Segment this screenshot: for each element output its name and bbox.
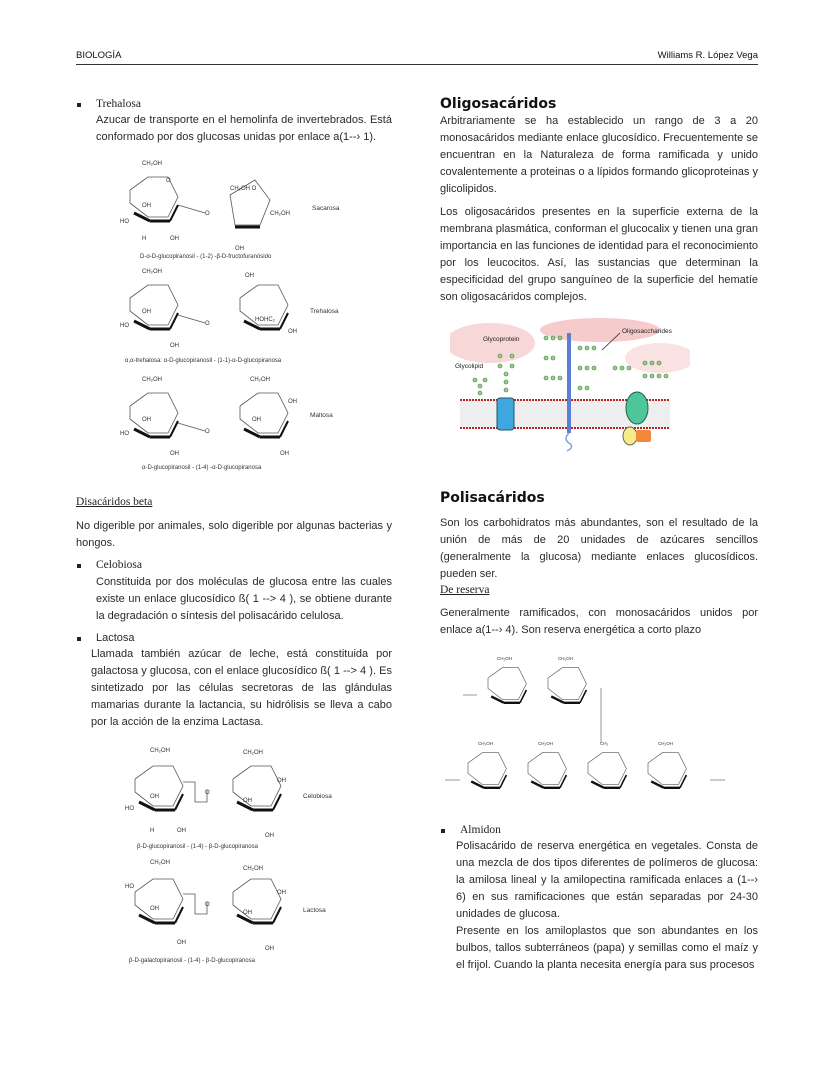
svg-text:OH: OH [142, 417, 151, 423]
bullet [77, 103, 81, 107]
glycolipid-label: Glycolipid [455, 363, 484, 370]
svg-text:Maltosa: Maltosa [310, 412, 333, 419]
svg-text:CH₂OH: CH₂OH [497, 656, 512, 661]
almidon-p1: Polisacárido de reserva energética en vegetales. Consta de una mezcla de dos tipos diferentes de polímeros de glucosa: la amilosa lineal y la amilopectina ramificada enlaces a (1--› 6) en sus ramificaciones que están separadas por 24-30 unidades de glucosa. [456, 840, 758, 920]
header-author: Williams R. López Vega [657, 50, 758, 61]
svg-text:Trehalosa: Trehalosa [310, 308, 339, 315]
header-subject: BIOLOGÍA [76, 50, 122, 61]
svg-text:CH₂OH: CH₂OH [142, 377, 162, 383]
svg-text:OH: OH [243, 910, 252, 916]
svg-text:OH: OH [170, 236, 179, 242]
svg-text:α-D-glucopiranosil - (1-4) -α-: α-D-glucopiranosil - (1-4) -α-D-glucopiranosa [142, 465, 262, 471]
svg-text:CH₂OH: CH₂OH [150, 748, 170, 754]
disacaridos-beta-heading: Disacáridos beta [76, 496, 153, 508]
svg-text:OH: OH [235, 246, 244, 252]
svg-text:HO: HO [120, 219, 129, 225]
svg-text:O: O [205, 902, 210, 908]
svg-text:D-α-D-glucopiranosil - (1-2) -: D-α-D-glucopiranosil - (1-2) -β-D-fructofuranósido [140, 254, 272, 260]
svg-text:CH₂OH: CH₂OH [538, 741, 553, 746]
svg-text:OH: OH [243, 798, 252, 804]
svg-text:CH₂OH: CH₂OH [150, 860, 170, 866]
svg-text:CH₂OH O: CH₂OH O [230, 186, 257, 192]
svg-text:OH: OH [288, 399, 297, 405]
svg-text:CH₂OH: CH₂OH [250, 377, 270, 383]
svg-text:CH₂OH: CH₂OH [142, 161, 162, 167]
svg-text:O: O [205, 429, 210, 435]
trehalosa-text: Azucar de transporte en el hemolinfa de invertebrados. Está conformado por dos glucosas unidas por enlace a(1--› 1). [96, 114, 392, 143]
disaccharides-figure-alpha [120, 155, 370, 475]
de-reserva-text: Generalmente ramificados, con monosacáridos unidos por enlace a(1--› 4). Son reserva energética a corto plazo [440, 607, 758, 636]
bullet [77, 637, 81, 641]
svg-text:O: O [205, 211, 210, 217]
svg-text:OH: OH [277, 890, 286, 896]
celobiosa-title: Celobiosa [96, 559, 142, 571]
svg-text:OH: OH [170, 451, 179, 457]
oligosacaridos-p1: Arbitrariamente se ha establecido un rango de 3 a 20 monosacáridos mediante enlace glucosídico. Frecuentemente se encuentran en la Naturaleza de forma ramificada y unido covalentemente a proteinas o a lípidos formando glicoproteinas y glicolipidos. [440, 115, 758, 195]
svg-text:HO: HO [120, 431, 129, 437]
svg-text:HOHC₂: HOHC₂ [255, 317, 275, 323]
svg-text:CH₂: CH₂ [600, 741, 609, 746]
trehalosa-title: Trehalosa [96, 98, 141, 110]
svg-text:β-D-glucopiranosil - (1-4) - β: β-D-glucopiranosil - (1-4) - β-D-glucopiranosa [137, 844, 258, 850]
svg-text:OH: OH [265, 946, 274, 952]
svg-text:CH₂OH: CH₂OH [243, 866, 263, 872]
svg-text:CH₂OH: CH₂OH [142, 269, 162, 275]
de-reserva-heading: De reserva [440, 584, 490, 596]
lactosa-text: Llamada también azúcar de leche, está constituida por galactosa y glucosa, con el enlace glucosídico ß( 1 --> 4 ). Es sintetizado por las células secretoras de las glándulas mamarias durante la lactancia, su hidrólisis se lleva a cabo por la acción de la enzima Lactasa. [91, 648, 392, 728]
svg-text:OH: OH [252, 417, 261, 423]
svg-text:HO: HO [120, 323, 129, 329]
celobiosa-text: Constituida por dos moléculas de glucosa entre las cuales existe un enlace glucosídico ß( 1 --> 4 ), se obtiene durante la degradación o síntesis del polisacárido celulosa. [96, 576, 392, 622]
almidon-p2: Presente en los amiloplastos que son abundantes en los bulbos, tallos subterráneos (papa) y semillas como el maíz y el frijol. Cuando la planta necesita energía para sus procesos [456, 925, 758, 971]
svg-text:OH: OH [277, 778, 286, 784]
polisacaridos-heading: Polisacáridos [440, 490, 545, 506]
svg-text:OH: OH [170, 343, 179, 349]
svg-text:OH: OH [142, 203, 151, 209]
almidon-title: Almidon [460, 824, 501, 836]
bullet [77, 564, 81, 568]
svg-text:Celobiosa: Celobiosa [303, 793, 332, 800]
svg-text:O: O [205, 790, 210, 796]
svg-text:OH: OH [142, 309, 151, 315]
svg-text:OH: OH [265, 833, 274, 839]
svg-text:OH: OH [177, 828, 186, 834]
svg-text:HO: HO [125, 884, 134, 890]
svg-text:β-D-galactopiranosil - (1-4) -: β-D-galactopiranosil - (1-4) - β-D-glucopiranosa [129, 958, 255, 964]
svg-text:OH: OH [288, 329, 297, 335]
svg-text:CH₂OH: CH₂OH [270, 211, 290, 217]
svg-text:H: H [150, 828, 155, 834]
svg-text:Sacarosa: Sacarosa [312, 205, 340, 212]
page-header [76, 48, 758, 65]
svg-text:CH₂OH: CH₂OH [478, 741, 493, 746]
svg-text:HO: HO [125, 806, 134, 812]
svg-text:OH: OH [280, 451, 289, 457]
oligosaccharides-label: Oligosaccharides [622, 328, 672, 335]
svg-text:Lactosa: Lactosa [303, 907, 326, 914]
glycocalyx-figure [450, 318, 690, 458]
svg-text:OH: OH [150, 794, 159, 800]
amylopectin-figure [445, 648, 775, 808]
glycoprotein-label: Glycoprotein [483, 336, 520, 343]
bullet [441, 829, 445, 833]
svg-text:OH: OH [177, 940, 186, 946]
disacaridos-beta-text: No digerible por animales, solo digerible por algunas bacterias y hongos. [76, 520, 392, 549]
svg-text:OH: OH [150, 906, 159, 912]
oligosacaridos-heading: Oligosacáridos [440, 96, 557, 112]
svg-text:O: O [166, 178, 171, 184]
svg-text:CH₂OH: CH₂OH [658, 741, 673, 746]
svg-text:OH: OH [245, 273, 254, 279]
oligosacaridos-p2: Los oligosacáridos presentes en la superficie externa de la membrana plasmática, conforman el glucocalix y tienen una gran importancia en las funciones de identidad para el reconocimiento por los leucocitos. Así, las sustancias que determinan la especificidad del grupo sanguíneo de la superficie del hematíe son oligosacáridos complejos. [440, 206, 758, 303]
svg-text:CH₂OH: CH₂OH [243, 750, 263, 756]
svg-text:O: O [205, 321, 210, 327]
polisacaridos-p1: Son los carbohidratos más abundantes, son el resultado de la unión de más de 20 unidades de azúcares sencillos (generalmente la glucosa) mediante enlaces glucosídicos. pueden ser. [440, 517, 758, 580]
disaccharides-figure-beta [125, 742, 365, 967]
lactosa-title: Lactosa [96, 632, 135, 644]
svg-text:CH₂OH: CH₂OH [558, 656, 573, 661]
svg-text:α,α-trehalosa: α-D-glucopirano: α,α-trehalosa: α-D-glucopiranosil - (1-1)-α-D-glucopiranosa [125, 358, 282, 364]
svg-text:H: H [142, 236, 147, 242]
